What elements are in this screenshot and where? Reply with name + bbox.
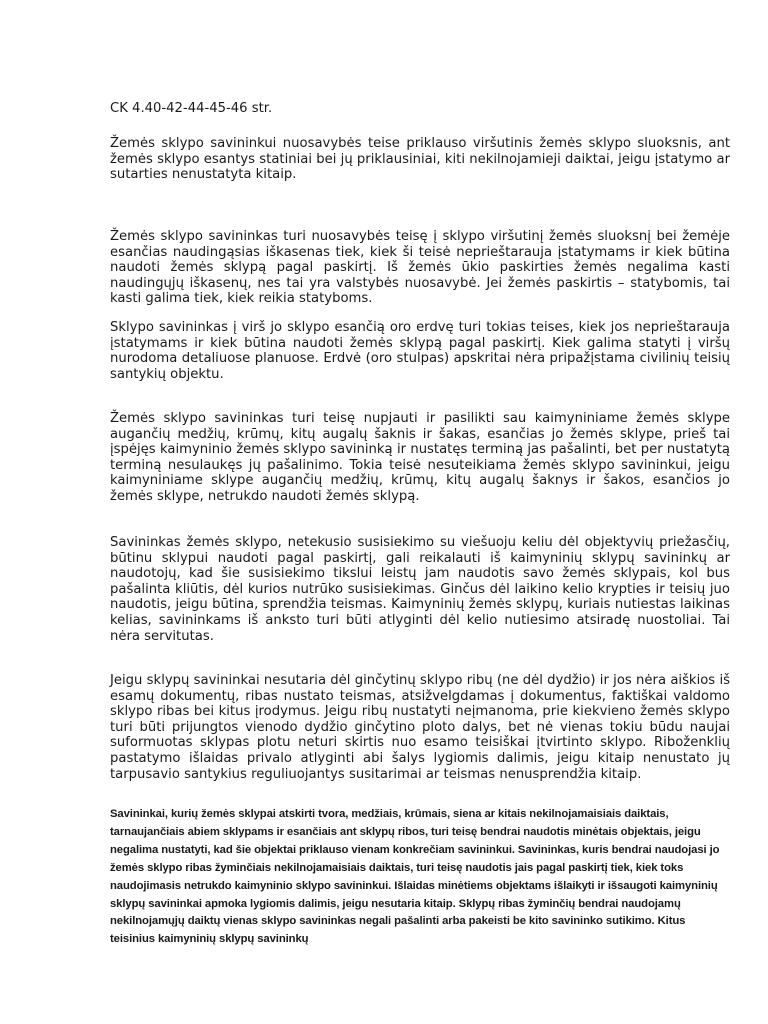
paragraph-temporary-road: Savininkas žemės sklypo, netekusio susisiekimo su viešuoju keliu dėl objektyvių priežasčių, būtinu sklypui naudoti pagal paskirtį, gali reikalauti iš kaimyninių sklypų savininkų ar naudotojų, kad šie susisiekimo tikslui leistų jam naudotis savo žemės sklypais, kol bus pašalinta kliūtis, dėl kurios nutrūko susisiekimas. Ginčus dėl laikino kelio krypties ir teisių juo naudotis, jeigu būtina, sprendžia teismas. Kaimyninių žemės sklypų, kuriais nutiestas laikinas kelias, savininkams iš anksto turi būti atlyginti dėl kelio nutiesimo atsiradę nuostoliai. Tai nėra servitutas. — [110, 535, 730, 644]
paragraph-roots-and-branches: Žemės sklypo savininkas turi teisę nupjauti ir pasilikti sau kaimyniniame žemės sklype augančių medžių, krūmų, kitų augalų šaknis ir šakas, esančias jo žemės sklype, prieš tai įspėjęs kaimyninio žemės sklypo savininką ir nustatęs terminą jas pašalinti, bet per nustatytą terminą nesulaukęs jų pašalinimo. Tokia teisė nesuteikiama žemės sklypo savininkui, jeigu kaimyniniame sklype augančių medžių, krūmų, kitų augalų šaknys ir šakos, esančios jo žemės sklype, netrukdo naudoti žemės sklypą. — [110, 411, 730, 504]
article-reference-heading: CK 4.40-42-44-45-46 str. — [110, 101, 273, 116]
paragraph-airspace-rights: Sklypo savininkas į virš jo sklypo esančią oro erdvę turi tokias teises, kiek jos neprieštarauja įstatymams ir kiek būtina naudoti žemės sklypą pagal paskirtį. Kiek galima statyti į viršų nurodoma detaliuose planuose. Erdvė (oro stulpas) apskritai nėra pripažįstama civilinių teisių santykių objektu. — [110, 320, 730, 382]
paragraph-boundary-disputes: Jeigu sklypų savininkai nesutaria dėl ginčytinų sklypo ribų (ne dėl dydžio) ir jos nėra aiškios iš esamų dokumentų, ribas nustato teismas, atsižvelgdamas į dokumentus, faktiškai valdomo sklypo ribas bei kitus įrodymus. Jeigu ribų nustatyti neįmanoma, prie kiekvieno žemės sklypo turi būti prijungtos vienodo dydžio ginčytino ploto dalys, bet nė vienas tokiu būdu naujai suformuotas sklypas plotu neturi skirtis nuo esamo teisiškai įtvirtinto sklypo. Riboženklių pastatymo išlaidas privalo atlyginti abi šalys lygiomis dalimis, jeigu kitaip nenustato jų tarpusavio santykius reguliuojantys susitarimai ar teismas nenusprendžia kitaip. — [110, 673, 730, 782]
paragraph-surface-ownership: Žemės sklypo savininkui nuosavybės teise priklauso viršutinis žemės sklypo sluoksnis, ant žemės sklypo esantys statiniai bei jų priklausiniai, kiti nekilnojamieji daiktai, jeigu įstatymo ar sutarties nenustatyta kitaip. — [110, 136, 730, 183]
paragraph-subsurface-rights: Žemės sklypo savininkas turi nuosavybės teisę į sklypo viršutinį žemės sluoksnį bei žemėje esančias naudingąsias iškasenas tiek, kiek ši teisė neprieštarauja įstatymams ir kiek būtina naudoti žemės sklypą pagal paskirtį. Iš žemės ūkio paskirties žemės negalima kasti naudingųjų iškasenų, nes tai yra valstybės nuosavybė. Jei žemės paskirtis – statybomis, tai kasti galima tiek, kiek reikia statyboms. — [110, 229, 730, 307]
paragraph-shared-boundary-objects: Savininkai, kurių žemės sklypai atskirti tvora, medžiais, krūmais, siena ar kitais nekilnojamaisiais daiktais, tarnaujančiais abiem sklypams ir esančiais ant sklypų ribos, turi teisę bendrai naudotis minėtais objektais, jeigu negalima nustatyti, kad šie objektai priklauso vienam konkrečiam savininkui. Savininkas, kuris bendrai naudojasi jo žemės sklypo ribas žyminčiais nekilnojamaisiais daiktais, turi teisę naudotis jais pagal paskirtį tiek, kiek toks naudojimasis netrukdo kaimyninio sklypo savininkui. Išlaidas minėtiems objektams išlaikyti ir išsaugoti kaimyninių sklypų savininkai apmoka lygiomis dalimis, jeigu nesutaria kitaip. Sklypų ribas žyminčių bendrai naudojamų nekilnojamųjų daiktų vienas sklypo savininkas negali pašalinti arba pakeisti be kito savininko sutikimo. Kitus teisinius kaimyninių sklypų savininkų — [110, 808, 720, 946]
